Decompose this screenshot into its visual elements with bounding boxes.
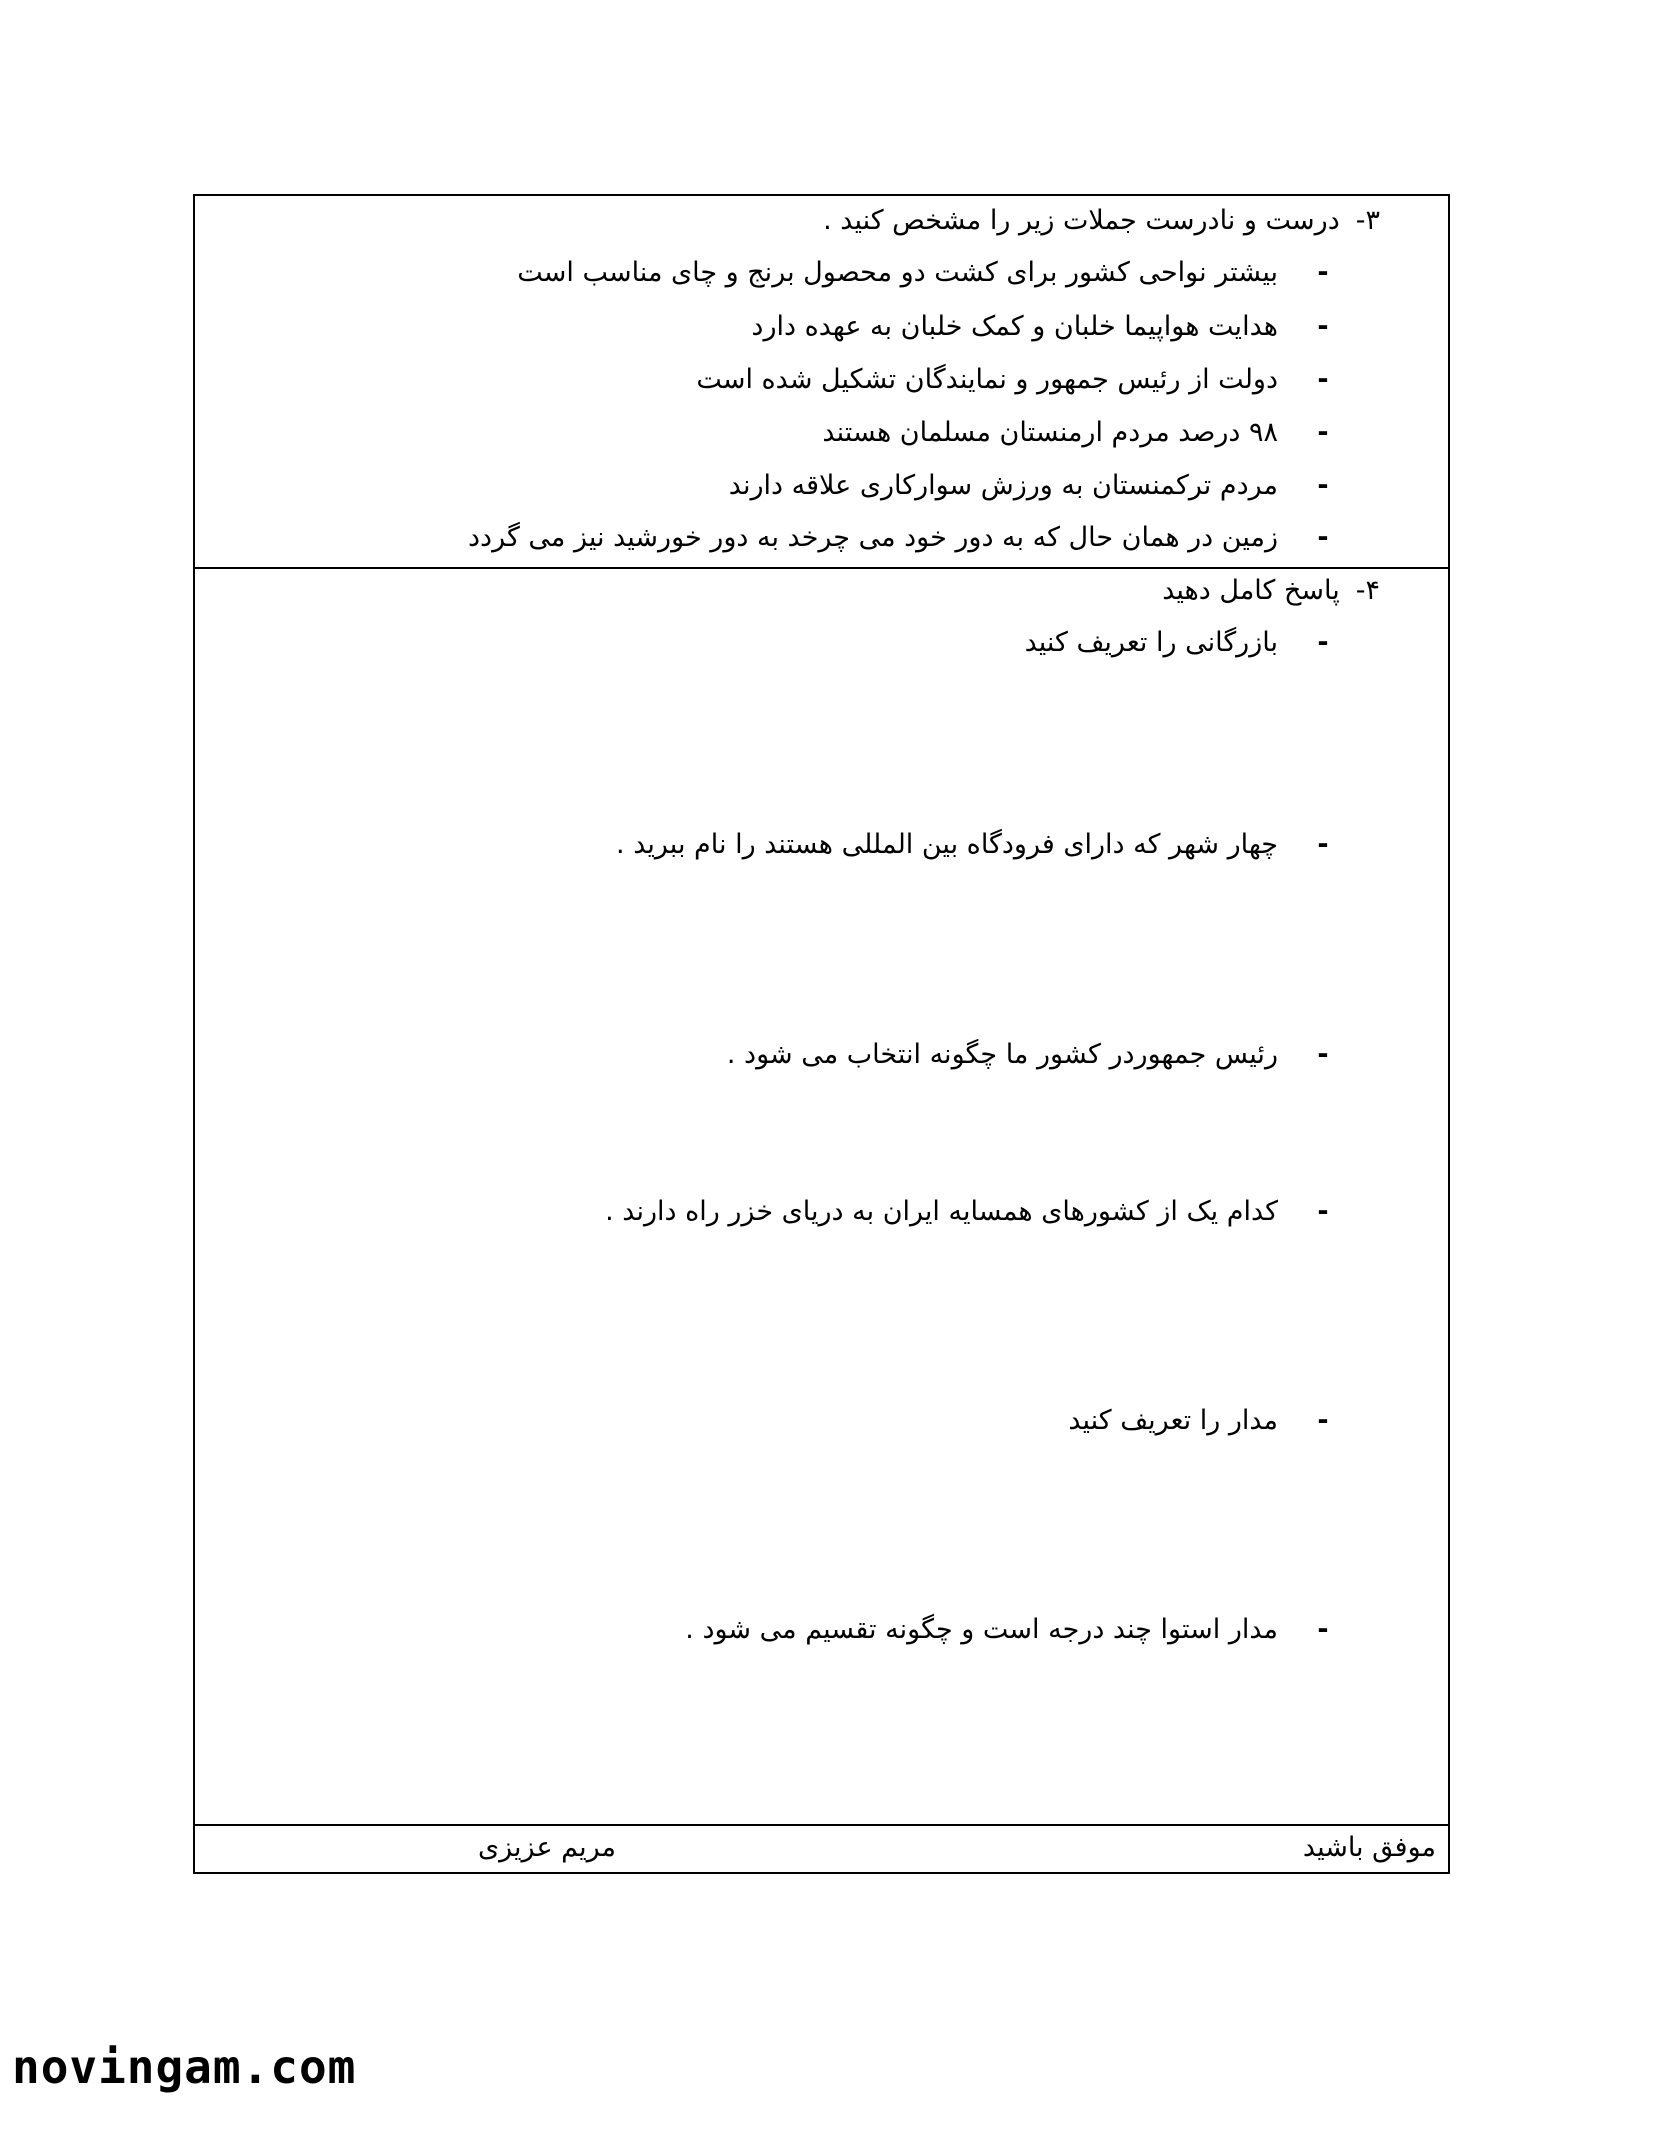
question-text: مدار استوا چند درجه است و چگونه تقسیم می شود .: [685, 1614, 1278, 1645]
list-item: [1068, 1405, 1338, 1436]
teacher-name: مریم عزیزی: [478, 1832, 616, 1863]
question-text: کدام یک از کشورهای همسایه ایران به دریای خزر راه دارند .: [605, 1196, 1278, 1227]
section-4-number: ۴-: [1355, 575, 1380, 606]
section-4-heading: [1162, 575, 1380, 606]
bullet-dash: -: [1317, 829, 1329, 860]
statement-text: زمین در همان حال که به دور خود می چرخد به دور خورشید نیز می گردد: [468, 522, 1278, 553]
bullet-dash: -: [1317, 1614, 1329, 1645]
list-item: [727, 1039, 1338, 1070]
statement-text: ۹۸ درصد مردم ارمنستان مسلمان هستند: [822, 417, 1278, 448]
site-watermark: novingam.com: [12, 2040, 357, 2094]
statement-text: مردم ترکمنستان به ورزش سوارکاری علاقه دارند: [728, 470, 1278, 501]
question-text: مدار را تعریف کنید: [1068, 1405, 1278, 1436]
statement-text: بیشتر نواحی کشور برای کشت دو محصول برنج و چای مناسب است: [517, 257, 1278, 288]
question-text: بازرگانی را تعریف کنید: [1024, 627, 1278, 658]
list-item: [468, 522, 1338, 553]
section-4-title: پاسخ کامل دهید: [1162, 575, 1340, 606]
bullet-dash: -: [1317, 1405, 1329, 1436]
list-item: [685, 1614, 1338, 1645]
bullet-dash: -: [1317, 1039, 1329, 1070]
bullet-dash: -: [1317, 522, 1329, 553]
section-3-heading: [823, 205, 1380, 236]
bullet-dash: -: [1317, 364, 1329, 395]
exam-footer: [195, 1826, 1448, 1874]
list-item: [696, 364, 1338, 395]
section-full-answer: [195, 569, 1448, 1826]
list-item: [1025, 627, 1338, 658]
list-item: [822, 417, 1338, 448]
statement-text: هدایت هواپیما خلبان و کمک خلبان به عهده دارد: [751, 311, 1278, 342]
exam-box: [193, 194, 1450, 1874]
list-item: [751, 311, 1338, 342]
bullet-dash: -: [1317, 311, 1329, 342]
list-item: [616, 829, 1338, 860]
list-item: [517, 257, 1338, 288]
bullet-dash: -: [1317, 417, 1329, 448]
question-text: رئیس جمهوردر کشور ما چگونه انتخاب می شود .: [726, 1039, 1278, 1070]
section-3-title: درست و نادرست جملات زیر را مشخص کنید .: [823, 205, 1340, 236]
bullet-dash: -: [1317, 1196, 1329, 1227]
list-item: [729, 470, 1338, 501]
bullet-dash: -: [1317, 627, 1329, 658]
question-text: چهار شهر که دارای فرودگاه بین المللی هستند را نام ببرید .: [616, 829, 1278, 860]
bullet-dash: -: [1317, 257, 1329, 288]
statement-text: دولت از رئیس جمهور و نمایندگان تشکیل شده است: [696, 364, 1278, 395]
section-true-false: [195, 196, 1448, 569]
section-3-number: ۳-: [1355, 205, 1380, 236]
good-luck-text: موفق باشید: [1302, 1832, 1436, 1863]
list-item: [605, 1196, 1338, 1227]
bullet-dash: -: [1317, 470, 1329, 501]
